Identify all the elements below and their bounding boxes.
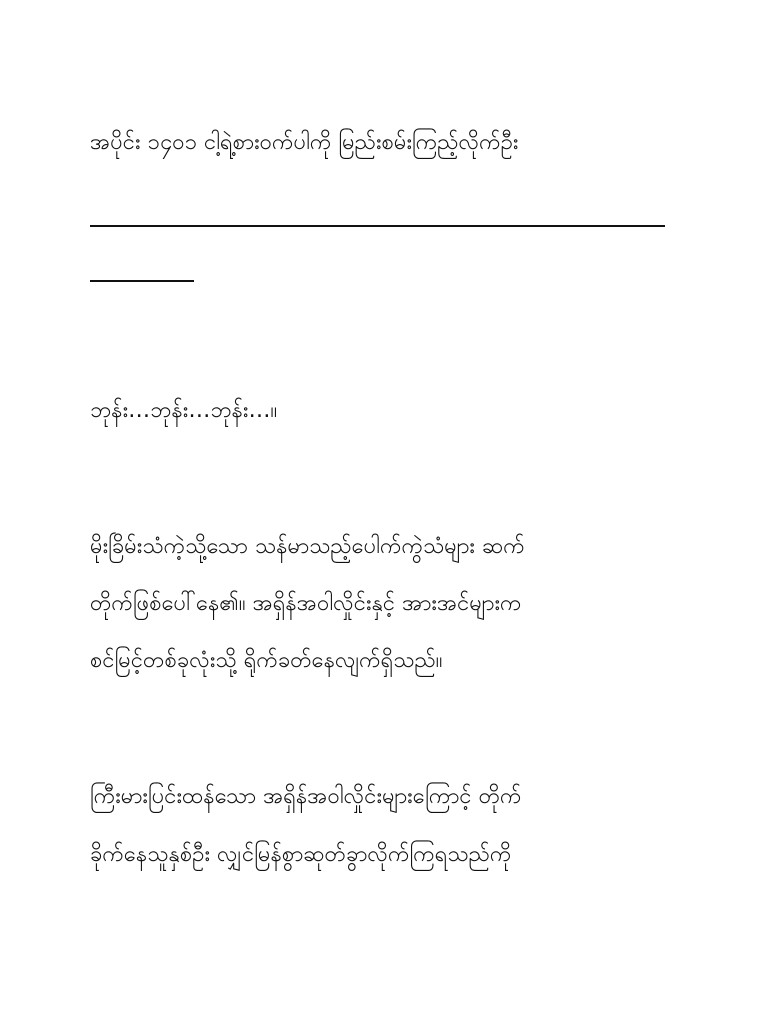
- paragraph-1-line-3: စင်မြင့်တစ်ခုလုံးသို့ ရိုက်ခတ်နေလျက်ရှိသည်။: [90, 648, 443, 673]
- paragraph-1-line-2: တိုက်ဖြစ်ပေါ်နေ၏။ အရှိန်အဝါလှိုင်းနှင့် အားအင်များက: [90, 591, 522, 616]
- paragraph-2-line-1: ကြီးမားပြင်းထန်သော အရှိန်အဝါလှိုင်းများကြောင့် တိုက်: [90, 784, 522, 809]
- paragraph-2-line-2: ခိုက်နေသူနှစ်ဦး လျှင်မြန်စွာဆုတ်ခွာလိုက်ကြရသည်ကို: [90, 842, 512, 867]
- paragraph-1-line-1: မိုးခြိမ်းသံကဲ့သို့သော သန်မာသည့်ပေါက်ကွဲသံများ ဆက်: [90, 534, 525, 559]
- divider-line-short: [90, 280, 194, 282]
- divider-line-long: [90, 225, 665, 227]
- sound-effect-line: ဘုန်း…ဘုန်း…ဘုန်း…။: [90, 398, 278, 423]
- chapter-heading: အပိုင်း ၁၄၀၁ ငါ့ရဲ့စားဝက်ပါကို မြည်းစမ်းကြည့်လိုက်ဦး: [90, 130, 519, 155]
